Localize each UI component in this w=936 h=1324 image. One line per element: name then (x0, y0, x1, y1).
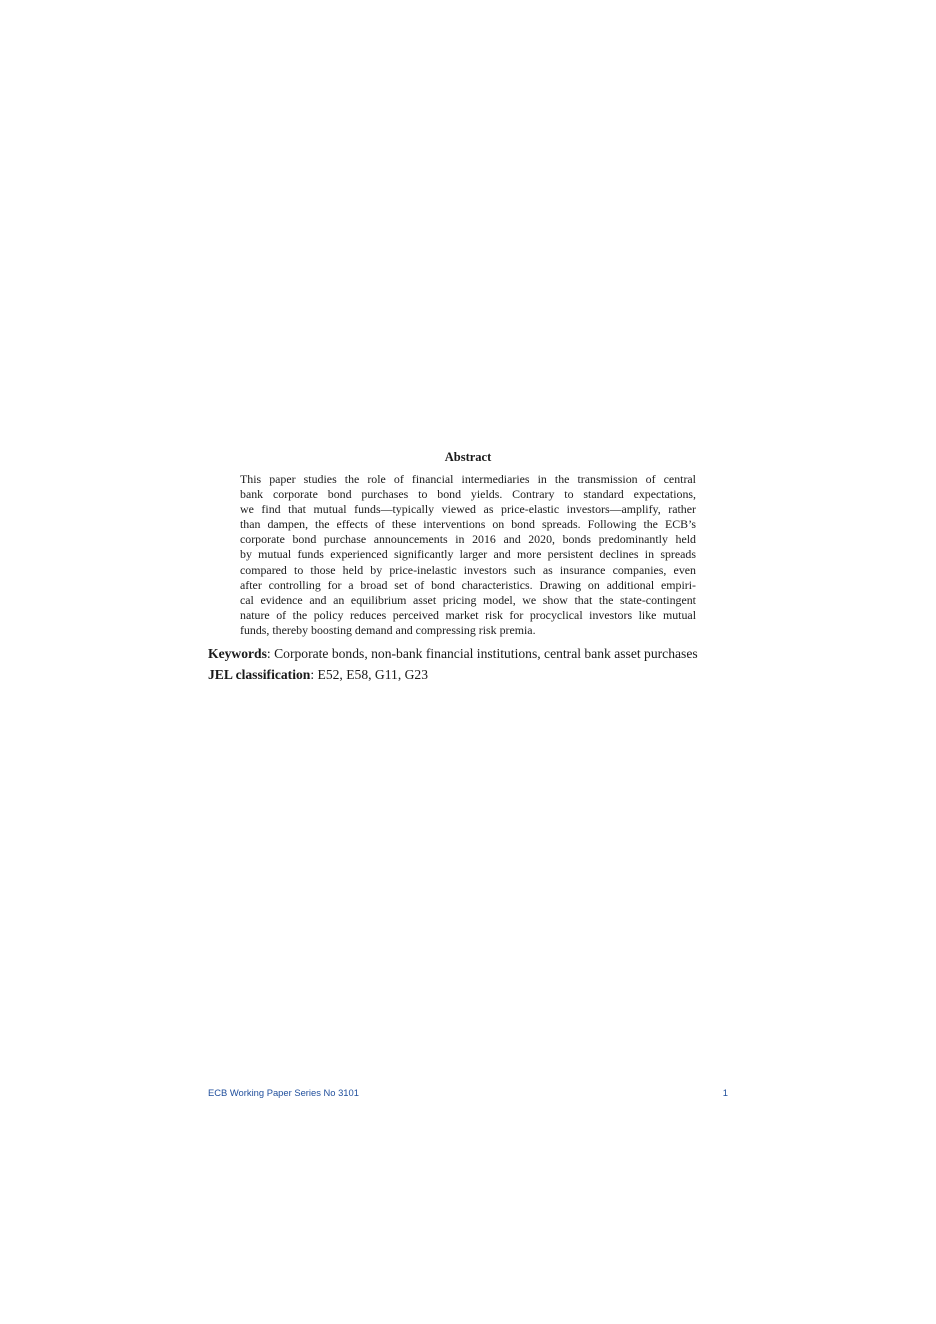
abstract-line: after controlling for a broad set of bond characteristics. Drawing on additional empiri- (240, 577, 696, 592)
abstract-heading: Abstract (444, 450, 492, 464)
keywords-value: Corporate bonds, non-bank financial institutions, central bank asset purchases (270, 646, 698, 661)
abstract-line: compared to those held by price-inelastic investors such as insurance companies, even (240, 562, 696, 577)
abstract-line: nature of the policy reduces perceived market risk for procyclical investors like mutual (240, 607, 696, 622)
page-number: 1 (722, 1087, 728, 1098)
abstract-line: funds, thereby boosting demand and compressing risk premia. (240, 622, 536, 637)
jel-separator: : (310, 667, 315, 682)
footer-series: ECB Working Paper Series No 3101 (208, 1087, 359, 1098)
abstract-line: This paper studies the role of financial intermediaries in the transmission of central (240, 472, 696, 486)
abstract-line: cal evidence and an equilibrium asset pricing model, we show that the state-contingent (240, 592, 696, 607)
jel-row (208, 666, 428, 683)
keywords-label: Keywords (208, 646, 267, 661)
abstract-line: by mutual funds experienced significantly larger and more persistent declines in spreads (240, 547, 696, 562)
jel-value: E52, E58, G11, G23 (314, 667, 429, 682)
keywords-row (208, 645, 698, 662)
keywords-separator: : (266, 646, 271, 661)
abstract-line: bank corporate bond purchases to bond yields. Contrary to standard expectations, (240, 487, 696, 502)
abstract-body (240, 472, 696, 638)
abstract-line: we find that mutual funds—typically viewed as price-elastic investors—amplify, rather (240, 502, 696, 517)
abstract-line: than dampen, the effects of these interventions on bond spreads. Following the ECB’s (240, 517, 696, 532)
jel-label: JEL classification (208, 667, 311, 682)
abstract-line: corporate bond purchase announcements in 2016 and 2020, bonds predominantly held (240, 532, 696, 547)
